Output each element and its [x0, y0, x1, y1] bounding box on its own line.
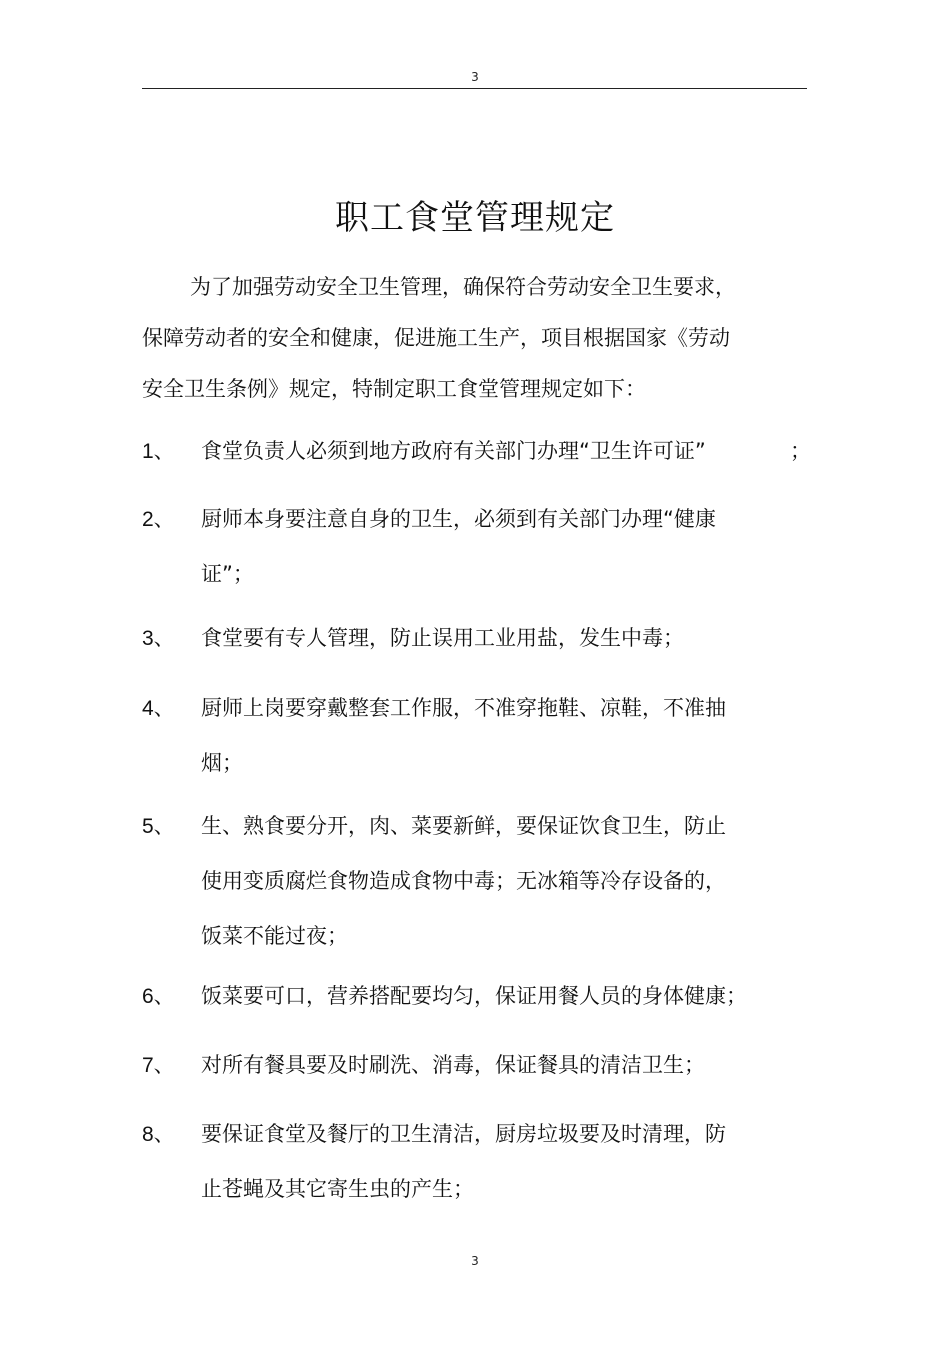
intro-line: 安全卫生条例》规定，特制定职工食堂管理规定如下：	[142, 377, 646, 401]
item-line: 止苍蝇及其它寄生虫的产生；	[201, 1177, 474, 1201]
rule-item-4	[142, 681, 812, 791]
page-header-number: 3	[471, 70, 479, 84]
item-text	[201, 681, 812, 791]
rule-item-8	[142, 1107, 812, 1217]
item-text	[201, 799, 812, 964]
item-number: 3、	[142, 627, 175, 650]
item-number: 1、	[142, 440, 175, 463]
intro-line: 保障劳动者的安全和健康，促进施工生产，项目根据国家《劳动	[142, 326, 730, 350]
item-line: 对所有餐具要及时刷洗、消毒，保证餐具的清洁卫生；	[201, 1053, 705, 1077]
item-line: 厨师本身要注意自身的卫生，必须到有关部门办理“健康	[201, 507, 716, 531]
item-trailing-punctuation: ；	[790, 439, 811, 463]
intro-line: 为了加强劳动安全卫生管理，确保符合劳动安全卫生要求，	[190, 275, 736, 299]
intro-paragraph	[142, 262, 782, 415]
rule-item-7	[142, 1038, 812, 1093]
item-line: 食堂负责人必须到地方政府有关部门办理“卫生许可证”	[201, 439, 706, 463]
item-number: 5、	[142, 815, 175, 838]
item-number: 8、	[142, 1123, 175, 1146]
item-text	[201, 611, 812, 666]
item-line: 烟；	[201, 751, 243, 775]
item-text	[201, 1038, 812, 1093]
item-line: 证”；	[201, 562, 254, 586]
rule-item-3	[142, 611, 812, 666]
item-text	[201, 1107, 812, 1217]
item-line: 食堂要有专人管理，防止误用工业用盐，发生中毒；	[201, 626, 684, 650]
item-text	[201, 969, 812, 1024]
item-line: 厨师上岗要穿戴整套工作服，不准穿拖鞋、凉鞋，不准抽	[201, 696, 726, 720]
rule-item-6	[142, 969, 812, 1024]
item-line: 要保证食堂及餐厅的卫生清洁，厨房垃圾要及时清理，防	[201, 1122, 726, 1146]
header-rule	[142, 88, 807, 89]
item-line: 饭菜不能过夜；	[201, 924, 348, 948]
item-text	[201, 424, 812, 479]
item-number: 4、	[142, 697, 175, 720]
rule-item-2	[142, 492, 812, 602]
page-footer-number: 3	[471, 1254, 479, 1268]
item-number: 6、	[142, 985, 175, 1008]
item-number: 7、	[142, 1054, 175, 1077]
item-line: 生、熟食要分开，肉、菜要新鲜，要保证饮食卫生，防止	[201, 814, 726, 838]
item-number: 2、	[142, 508, 175, 531]
rule-item-5	[142, 799, 812, 964]
item-line: 饭菜要可口，营养搭配要均匀，保证用餐人员的身体健康；	[201, 984, 747, 1008]
document-title: 职工食堂管理规定	[335, 198, 615, 238]
item-line: 使用变质腐烂食物造成食物中毒；无冰箱等冷存设备的，	[201, 869, 726, 893]
rule-item-1	[142, 424, 812, 479]
item-text	[201, 492, 812, 602]
